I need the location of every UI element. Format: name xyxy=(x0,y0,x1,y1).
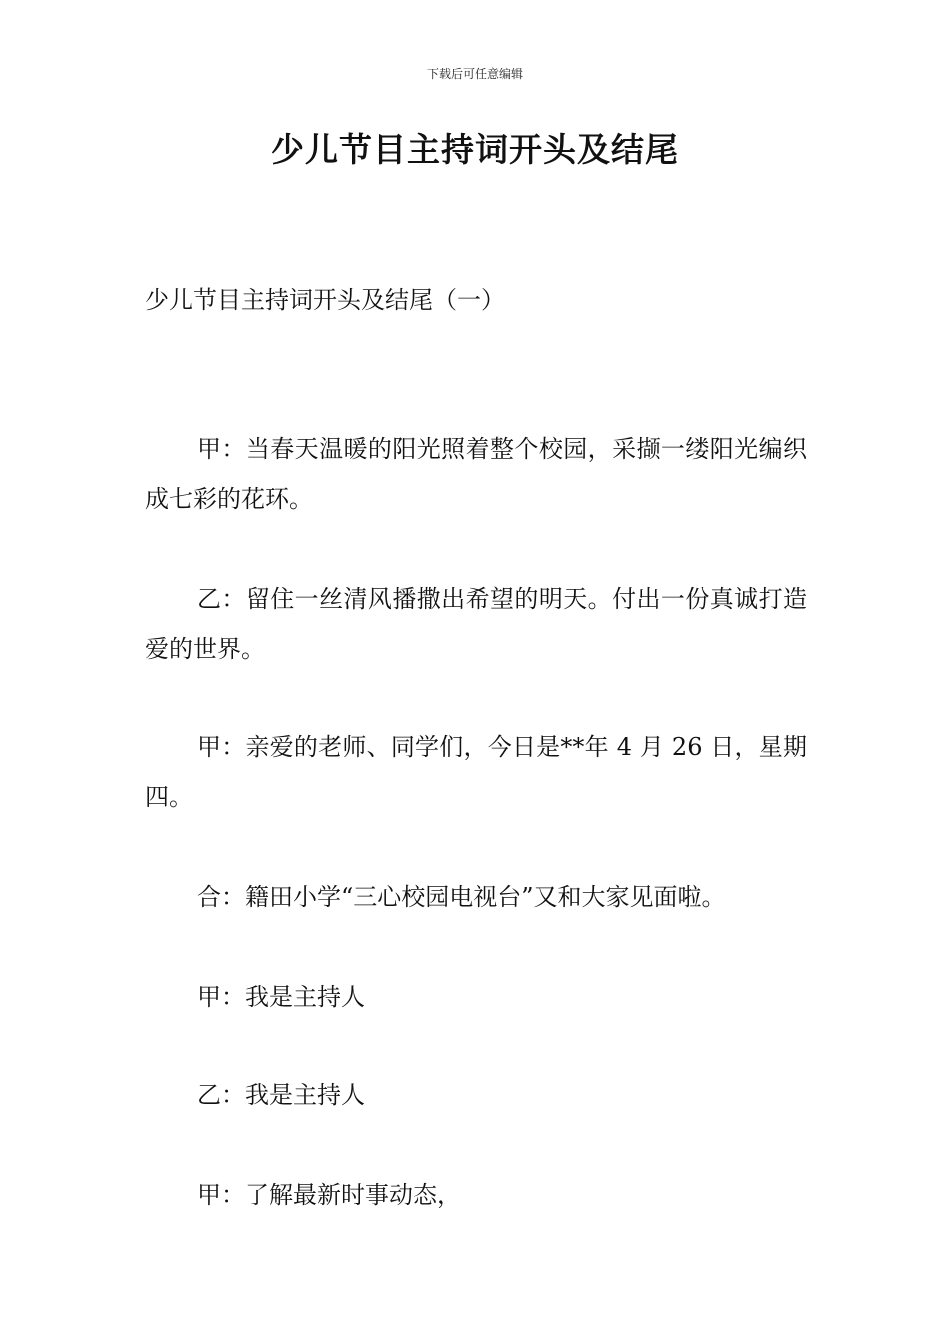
paragraph: 乙：我是主持人 xyxy=(197,1081,365,1109)
document-title: 少儿节目主持词开头及结尾 xyxy=(271,130,679,169)
paragraph: 甲：了解最新时事动态， xyxy=(197,1181,461,1209)
header-note: 下载后可任意编辑 xyxy=(426,67,523,81)
paragraph: 甲：当春天温暖的阳光照着整个校园，采撷一缕阳光编织成七彩的花环。 xyxy=(145,435,807,513)
paragraph: 乙：留住一丝清风播撒出希望的明天。付出一份真诚打造爱的世界。 xyxy=(145,585,807,663)
paragraph: 甲：亲爱的老师、同学们，今日是**年 4 月 26 日，星期四。 xyxy=(145,733,807,811)
section-title: 少儿节目主持词开头及结尾（一） xyxy=(145,286,505,314)
paragraph: 合：籍田小学“三心校园电视台”又和大家见面啦。 xyxy=(197,883,726,911)
paragraph: 甲：我是主持人 xyxy=(197,983,365,1011)
